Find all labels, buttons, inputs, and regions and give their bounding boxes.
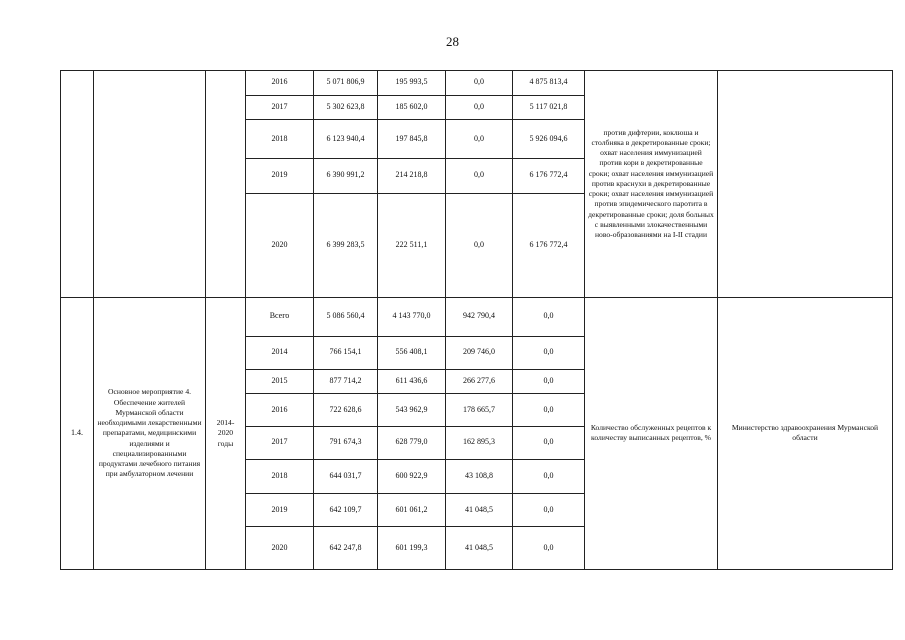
value-cell: 0,0 <box>513 394 585 427</box>
year-cell: 2018 <box>246 120 314 159</box>
value-cell: 5 117 021,8 <box>513 95 585 120</box>
year-cell: 2017 <box>246 426 314 459</box>
total-cell: 644 031,7 <box>314 459 378 494</box>
value-cell: 0,0 <box>513 494 585 527</box>
value-cell: 4 875 813,4 <box>513 71 585 96</box>
value-cell: 0,0 <box>446 71 513 96</box>
value-cell: 601 061,2 <box>378 494 446 527</box>
value-cell: 543 962,9 <box>378 394 446 427</box>
value-cell: 162 895,3 <box>446 426 513 459</box>
value-cell: 0,0 <box>513 336 585 369</box>
value-cell: 4 143 770,0 <box>378 297 446 336</box>
total-cell: 642 247,8 <box>314 526 378 569</box>
value-cell: 600 922,9 <box>378 459 446 494</box>
value-cell: 5 926 094,6 <box>513 120 585 159</box>
value-cell: 0,0 <box>513 369 585 394</box>
value-cell: 6 176 772,4 <box>513 158 585 193</box>
total-cell: 791 674,3 <box>314 426 378 459</box>
program-table <box>60 70 893 570</box>
value-cell: 0,0 <box>513 297 585 336</box>
indicator-cell: против дифтерии, коклюша и столбняка в декретированные сроки; охват населения иммунизацией против кори в декретированные сроки; охват населения иммунизацией против краснухи в декретированные сроки; охват населения иммунизацией против эпидемического паротита в декретированные сроки; доля больных с выявленными злокачественными ново-образованиями на I-II стадии <box>585 71 718 298</box>
period-unit: годы <box>217 438 234 448</box>
value-cell: 209 746,0 <box>446 336 513 369</box>
value-cell: 556 408,1 <box>378 336 446 369</box>
value-cell: 178 665,7 <box>446 394 513 427</box>
value-cell: 197 845,8 <box>378 120 446 159</box>
year-cell: 2014 <box>246 336 314 369</box>
item-indicator: Количество обслуженных рецептов к количеству выписанных рецептов, % <box>585 297 718 569</box>
year-cell: 2016 <box>246 394 314 427</box>
value-cell: 195 993,5 <box>378 71 446 96</box>
total-cell: 642 109,7 <box>314 494 378 527</box>
total-cell: 5 071 806,9 <box>314 71 378 96</box>
value-cell: 628 779,0 <box>378 426 446 459</box>
total-cell: 6 123 940,4 <box>314 120 378 159</box>
value-cell: 0,0 <box>513 526 585 569</box>
total-cell: 6 399 283,5 <box>314 193 378 297</box>
value-cell: 0,0 <box>513 426 585 459</box>
total-cell: 5 302 623,8 <box>314 95 378 120</box>
table-row <box>61 71 893 96</box>
value-cell: 41 048,5 <box>446 494 513 527</box>
item-period <box>206 297 246 569</box>
value-cell: 0,0 <box>446 158 513 193</box>
total-cell: 766 154,1 <box>314 336 378 369</box>
year-cell: 2019 <box>246 158 314 193</box>
year-cell: 2018 <box>246 459 314 494</box>
year-cell: 2020 <box>246 193 314 297</box>
year-cell: 2017 <box>246 95 314 120</box>
year-cell: 2020 <box>246 526 314 569</box>
value-cell: 222 511,1 <box>378 193 446 297</box>
code-cell <box>61 71 94 298</box>
value-cell: 0,0 <box>446 120 513 159</box>
value-cell: 214 218,8 <box>378 158 446 193</box>
executor-cell <box>718 71 893 298</box>
table-row <box>61 297 893 336</box>
item-description: Основное мероприятие 4. Обеспечение жителей Мурманской области необходимыми лекарственными препаратами, медицинскими изделиями и специализированными продуктами лечебного питания при амбулаторном лечении <box>94 297 206 569</box>
value-cell: 266 277,6 <box>446 369 513 394</box>
description-cell <box>94 71 206 298</box>
total-cell: 722 628,6 <box>314 394 378 427</box>
value-cell: 0,0 <box>446 95 513 120</box>
year-cell: 2016 <box>246 71 314 96</box>
item-code: 1.4. <box>61 297 94 569</box>
total-cell: 877 714,2 <box>314 369 378 394</box>
total-cell: 5 086 560,4 <box>314 297 378 336</box>
value-cell: 942 790,4 <box>446 297 513 336</box>
page-number: 28 <box>446 34 459 49</box>
period-end: 2020 <box>217 428 234 438</box>
year-cell: Всего <box>246 297 314 336</box>
year-cell: 2019 <box>246 494 314 527</box>
period-start: 2014- <box>216 418 235 428</box>
value-cell: 185 602,0 <box>378 95 446 120</box>
value-cell: 0,0 <box>446 193 513 297</box>
value-cell: 611 436,6 <box>378 369 446 394</box>
value-cell: 601 199,3 <box>378 526 446 569</box>
total-cell: 6 390 991,2 <box>314 158 378 193</box>
year-cell: 2015 <box>246 369 314 394</box>
value-cell: 43 108,8 <box>446 459 513 494</box>
period-cell <box>206 71 246 298</box>
item-executor: Министерство здравоохранения Мурманской области <box>718 297 893 569</box>
value-cell: 6 176 772,4 <box>513 193 585 297</box>
value-cell: 0,0 <box>513 459 585 494</box>
value-cell: 41 048,5 <box>446 526 513 569</box>
